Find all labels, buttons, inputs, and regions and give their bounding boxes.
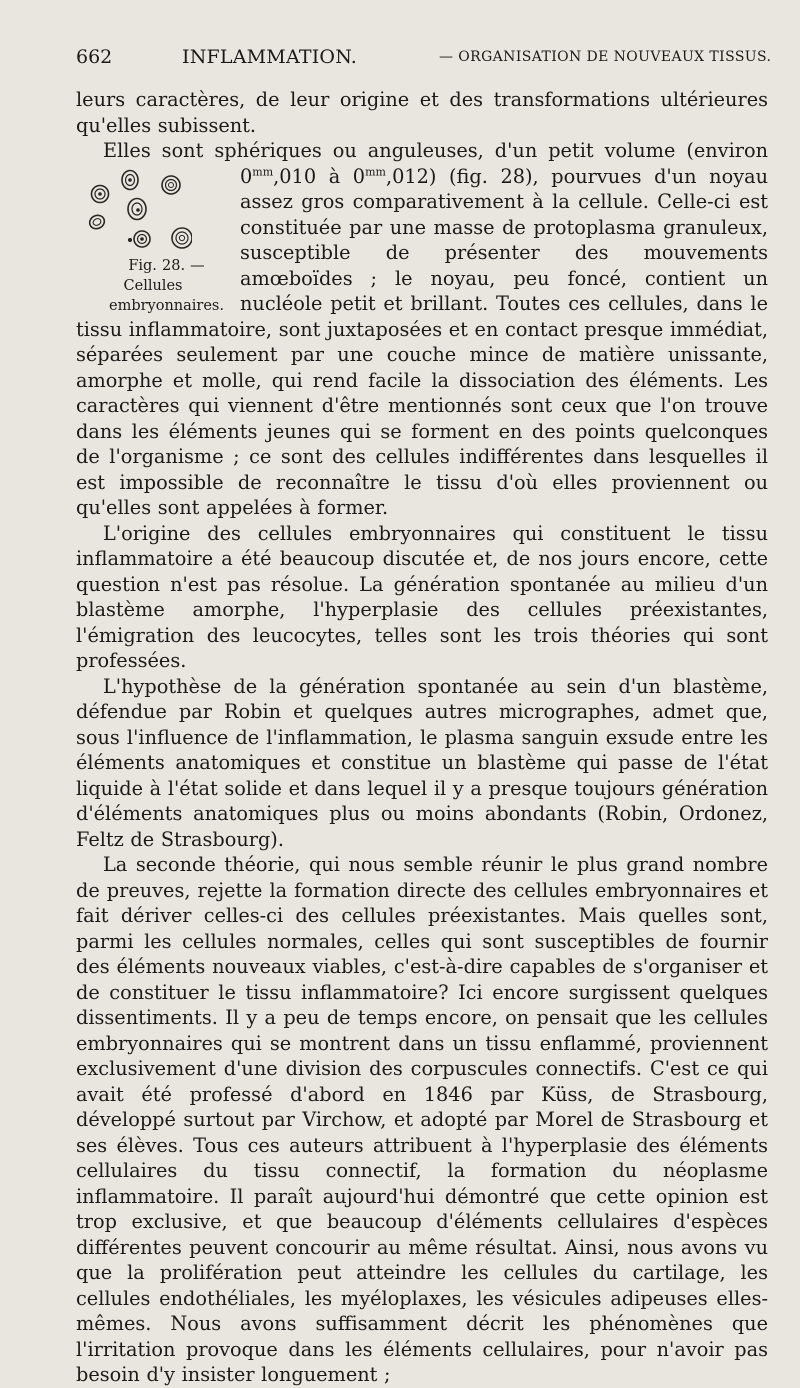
figure-28 (72, 164, 234, 314)
cell-7 (172, 228, 192, 248)
running-header (76, 46, 776, 76)
paragraph-cell-description (76, 138, 768, 521)
embryonic-cells-illustration (82, 164, 192, 256)
unit-superscript: mm (365, 165, 386, 179)
unit-superscript: mm (252, 165, 274, 179)
paragraph-spontaneous-generation: L'hypothèse de la génération spontanée au sein d'un blastème, défendue par Robin et quelques autres micrographes, admet que, sous l'influence de l'inflammation, le plasma sanguin exsude entre les éléments anatomiques et constitue un blastème qui passe de l'état liquide à l'état solide et dans lequel il y a presque toujours génération d'éléments anatomiques plus ou moins abondants (Robin, Ordonez, Feltz de Strasbourg). (76, 674, 768, 851)
text-run: Elles sont sphériques ou anguleuses, d'un petit volume (environ 0 (103, 139, 768, 188)
text-run: ,012) (fig. 28), pourvues d'un noyau assez gros comparativement à la cellule. Celle-ci est constituée par une masse de protoplasma granuleux, susceptible de présenter des mouvements amœboïdes ; le noyau, peu foncé, contient un nucléole petit et brillant. Toutes ces cellules, dans le tissu inflammatoire, sont juxtaposées et en contact presque immédiat, séparées seulement par une couche mince de matière unissante, amorphe et molle, qui rend facile la dissociation des éléments. Les caractères qui viennent d'être mentionnés sont ceux que l'on trouve dans les éléments jeunes qui se forment en des points quelconques de l'organisme ; ce sont des cellules indifférentes dans lesquelles il est impossible de reconnaître le tissu d'où elles proviennent ou qu'elles sont appelées à former. (76, 164, 769, 519)
cell-4 (128, 198, 146, 219)
cell-1 (122, 170, 138, 189)
cell-6 (128, 231, 150, 247)
text-run: ,010 à 0 (273, 164, 366, 188)
cell-2 (162, 176, 180, 194)
header-subtitle: — ORGANISATION DE NOUVEAUX TISSUS. (439, 49, 772, 65)
page-number: 662 (76, 46, 113, 68)
paragraph-continued: leurs caractères, de leur origine et des transformations ultérieures qu'elles subissent. (76, 88, 768, 137)
cell-5 (87, 212, 106, 230)
cell-3 (92, 185, 109, 202)
header-title: INFLAMMATION. (182, 46, 358, 68)
figure-caption (72, 256, 234, 316)
text-body (76, 87, 768, 1388)
caption-line: Fig. 28. — Cellules (123, 257, 205, 294)
paragraph-origin: L'origine des cellules embryonnaires qui constituent le tissu inflammatoire a été beaucoup discutée et, de nos jours encore, cette question n'est pas résolue. La génération spontanée au milieu d'un blastème amorphe, l'hyperplasie des cellules préexistantes, l'émigration des leucocytes, telles sont les trois théories qui sont professées. (76, 521, 768, 672)
paragraph-second-theory: La seconde théorie, qui nous semble réunir le plus grand nombre de preuves, rejette la formation directe des cellules embryonnaires et fait dériver celles-ci des cellules préexistantes. Mais quelles sont, parmi les cellules normales, celles qui sont susceptibles de fournir des éléments nouveaux viables, c'est-à-dire capables de s'organiser et de constituer le tissu inflammatoire? Ici encore surgissent quelques dissentiments. Il y a peu de temps encore, on pensait que les cellules embryonnaires qui se montrent dans un tissu enflammé, proviennent exclusivement d'une division des corpuscules connectifs. C'est ce qui avait été professé d'abord en 1846 par Küss, de Strasbourg, développé surtout par Virchow, et adopté par Morel de Strasbourg et ses élèves. Tous ces auteurs attribuent à l'hyperplasie des éléments cellulaires du tissu connectif, la formation du néoplasme inflammatoire. Il paraît aujourd'hui démontré que cette opinion est trop exclusive, et que beaucoup d'éléments cellulaires d'espèces différentes peuvent concourir au même résultat. Ainsi, nous avons vu que la prolifération peut atteindre les cellules du cartilage, les cellules endothéliales, les myéloplaxes, les vésicules adipeuses elles-mêmes. Nous avons suffisamment décrit les phénomènes que l'irritation provoque dans les éléments cellulaires, pour n'avoir pas besoin d'y insister longuement ; (76, 853, 768, 1386)
caption-line: embryonnaires. (109, 297, 224, 314)
